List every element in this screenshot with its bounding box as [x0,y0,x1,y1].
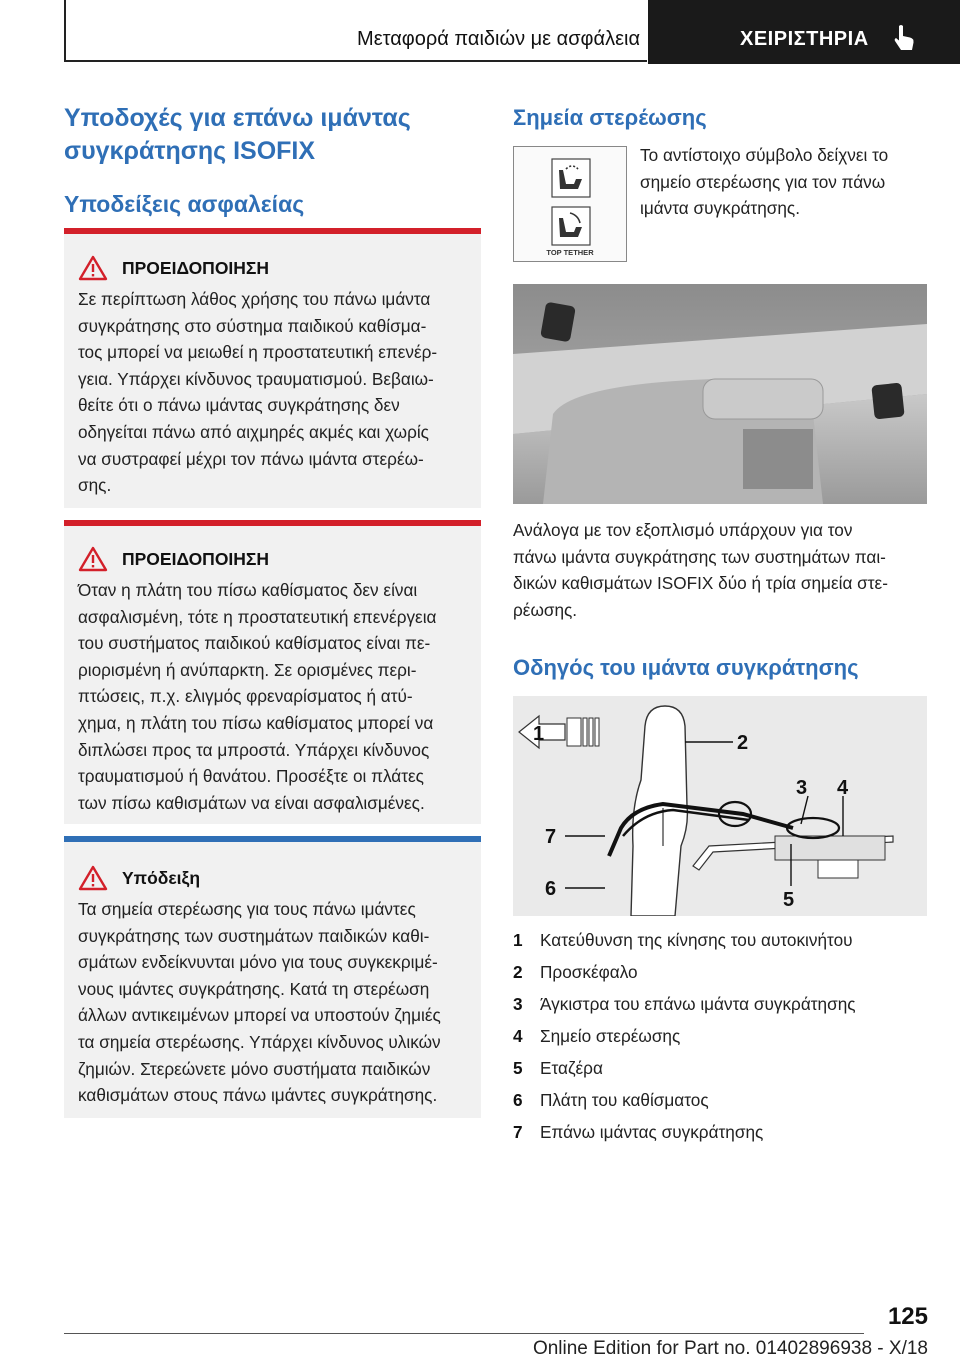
page-number: 125 [887,1303,928,1330]
legend-item: 4 Σημείο στερέωσης [513,1026,681,1046]
warning-box-1: ΠΡΟΕΙΔΟΠΟΙΗΣΗ Σε περίπτωση λάθος χρήσης του πάνω ιμάντα συγκράτησης στο σύστημα παιδικού καθίσμα- τος μπορεί να μειωθεί η προστατευτική επενέρ- γεια. Υπάρχει κίνδυνος τραυματισμού. Βεβαιω- θείτε ότι ο πάνω ιμάντας συγκράτησης δεν οδηγείται πάνω από αιχμηρές ακμές και χωρίς να συστραφεί μέχρι τον πάνω ιμάντα στερέω- σης. [64,228,481,508]
diagram-label-2: 2 [737,732,749,754]
warning-bar [64,520,481,526]
child-seat-anchor-icon [514,147,626,261]
chapter-tab[interactable] [648,0,960,64]
warning-box-2: ΠΡΟΕΙΔΟΠΟΙΗΣΗ Όταν η πλάτη του πίσω καθίσματος δεν είναι ασφαλισμένη, τότε η προστατευτική επενέργεια του συστήματος παιδικού καθίσματος είναι πε- ριορισμένη ή ανύπαρκτη. Σε ορισμένες περι- πτώσεις, π.χ. ελιγμός φρεναρίσματος ή ατύ- χημα, η πλάτη του πίσω καθίσματος μπορεί να διπλώσει προς τα μπροστά. Υπάρχει κίνδυνος τραυματισμού ή θανάτου. Προσέξτε οι πλάτες των πίσω καθισμάτων να είναι ασφαλισμένες. [64,520,481,824]
note-box: Υπόδειξη Τα σημεία στερέωσης για τους πάνω ιμάντες συγκράτησης των συστημάτων παιδικών καθι- σμάτων ενδείκνυνται μόνο για τους συγκεκριμέ- νους ιμάντες συγκράτησης. Κατά τη στερέωση άλλων αντικειμένων μπορεί να υποστούν ζημιές τα σημεία στερέωσης. Υπάρχει κίνδυνος υλικών ζημιών. Στερεώνετε μόνο συστήματα παιδικών καθισμάτων στους πάνω ιμάντες συγκράτησης. [64,836,481,1118]
anchor-points-heading: Σημεία στερέωσης [513,105,707,130]
legend-item: 7 Επάνω ιμάντας συγκράτησης [513,1122,764,1142]
warning-triangle-icon [78,255,108,281]
chapter-tab-label: ΧΕΙΡΙΣΤΗΡΙΑ [740,28,869,50]
diagram-label-4: 4 [837,777,849,799]
top-tether-symbol [513,146,627,262]
section-title: Μεταφορά παιδιών με ασφάλεια [357,28,640,50]
legend-item: 6 Πλάτη του καθίσματος [513,1090,709,1110]
diagram-label-1: 1 [533,723,545,745]
footer-divider [64,1333,864,1334]
pointing-hand-icon [891,24,917,52]
warning-text-2: Όταν η πλάτη του πίσω καθίσματος δεν είναι ασφαλισμένη, τότε η προστατευτική επενέργεια του συστήματος παιδικού καθίσματος είναι πε- ριορισμένη ή ανύπαρκτη. Σε ορισμένες περι- πτώσεις, π.χ. ελιγμός φρεναρίσματος ή ατύ- χημα, η πλάτη του πίσω καθίσματος μπορεί να διπλώσει προς τα μπροστά. Υπάρχει κίνδυνος τραυματισμού ή θανάτου. Προσέξτε οι πλάτες των πίσω καθισμάτων να είναι ασφαλισμένες. [78,580,437,813]
safety-subheading: Υποδείξεις ασφαλείας [64,191,305,217]
symbol-caption: TOP TETHER [546,248,594,257]
diagram-legend [513,926,933,1150]
footer-edition: Online Edition for Part no. 01402896938 - X/18 [532,1338,928,1359]
tether-routing-heading: Οδηγός του ιμάντα συγκράτησης [513,655,859,680]
warning-triangle-icon [78,546,108,572]
diagram-label-6: 6 [545,878,557,900]
tether-routing-diagram [513,696,927,916]
diagram-label-3: 3 [796,777,808,799]
note-bar [64,836,481,842]
legend-item: 3 Άγκιστρα του επάνω ιμάντα συγκράτησης [513,994,856,1014]
diagram-label-5: 5 [783,889,795,911]
legend-item: 5 Εταζέρα [513,1058,603,1078]
warning-bar [64,228,481,234]
warning-text-1: Σε περίπτωση λάθος χρήσης του πάνω ιμάντα συγκράτησης στο σύστημα παιδικού καθίσμα- τος μπορεί να μειωθεί η προστατευτική επενέρ- γεια. Υπάρχει κίνδυνος τραυματισμού. Βεβαιω- θείτε ότι ο πάνω ιμάντας συγκράτησης δεν οδηγείται πάνω από αιχμηρές ακμές και χωρίς να συστραφεί μέχρι τον πάνω ιμάντα στερέω- σης. [78,289,438,496]
note-text: Τα σημεία στερέωσης για τους πάνω ιμάντες συγκράτησης των συστημάτων παιδικών καθι- σμάτων ενδείκνυνται μόνο για τους συγκεκριμέ- νους ιμάντες συγκράτησης. Κατά τη στερέωση άλλων αντικειμένων μπορεί να υποστούν ζημιές τα σημεία στερέωσης. Υπάρχει κίνδυνος υλικών ζημιών. Στερεώνετε μόνο συστήματα παιδικών καθισμάτων στους πάνω ιμάντες συγκράτησης. [78,899,441,1106]
diagram-label-7: 7 [545,826,557,848]
legend-item: 2 Προσκέφαλο [513,962,638,982]
page-heading: Υποδοχές για επάνω ιμάντας συγκράτησης ISOFIX [64,104,411,165]
anchor-count-text: Ανάλογα με τον εξοπλισμό υπάρχουν για τον πάνω ιμάντα συγκράτησης των συστημάτων παι- δικών καθισμάτων ISOFIX δύο ή τρία σημεία στε- ρέωσης. [513,520,888,620]
rear-shelf-photo [513,284,927,504]
legend-item: 1 Κατεύθυνση της κίνησης του αυτοκινήτου [513,930,853,950]
symbol-description: Το αντίστοιχο σύμβολο δείχνει το σημείο στερέωσης για τον πάνω ιμάντα συγκράτησης. [640,145,889,219]
warning-triangle-icon [78,865,108,891]
